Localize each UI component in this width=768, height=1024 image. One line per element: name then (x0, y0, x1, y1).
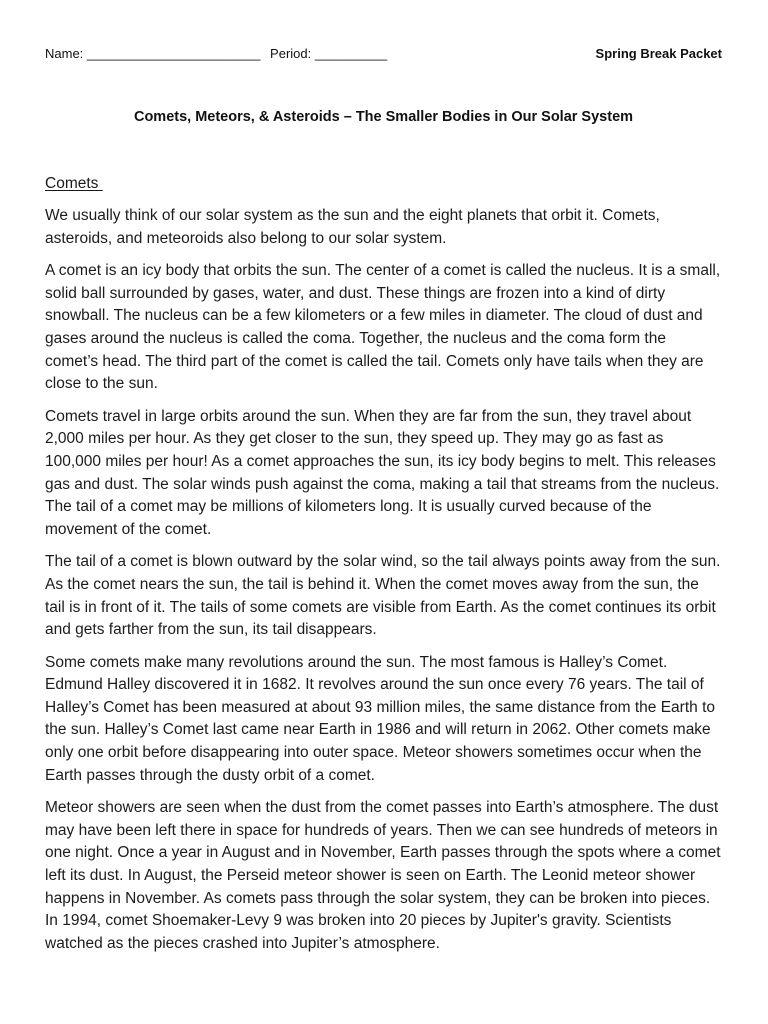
page-title: Comets, Meteors, & Asteroids – The Smaller Bodies in Our Solar System (133, 109, 634, 125)
section-heading: Comets (45, 175, 103, 192)
header (45, 44, 722, 64)
packet-label: Spring Break Packet (595, 46, 722, 61)
paragraph: The tail of a comet is blown outward by the solar wind, so the tail always points away from the sun. As the comet nears the sun, the tail is behind it. When the comet moves away from the sun, the tail is in front of it. The tails of some comets are visible from Earth. As the comet continues its orbit and gets farther from the sun, its tail disappears. (45, 553, 721, 639)
paragraph: Some comets make many revolutions around the sun. The most famous is Halley’s Comet. Edmund Halley discovered it in 1682. It revolves around the sun once every 76 years. The tail of Halley’s Comet has been measured at about 93 million miles, the same distance from the Earth to the sun. Halley’s Comet last came near Earth in 1986 and will return in 2062. Other comets make only one orbit before disappearing into outer space. Meteor showers sometimes occur when the Earth passes through the dusty orbit of a comet. (45, 653, 715, 784)
period-field-label: Period: __________ (270, 46, 388, 61)
student-info (45, 44, 387, 64)
paragraph: A comet is an icy body that orbits the sun. The center of a comet is called the nucleus. It is a small, solid ball surrounded by gases, water, and dust. These things are frozen into a kind of dirty snowball. The nucleus can be a few kilometers or a few miles in diameter. The cloud of dust and gases around the nucleus is called the coma. Together, the nucleus and the coma form the comet’s head. The third part of the comet is called the tail. Comets only have tails when they are close to the sun. (45, 262, 721, 393)
paragraph: Comets travel in large orbits around the sun. When they are far from the sun, they travel about 2,000 miles per hour. As they get closer to the sun, they speed up. They may go as fast as 100,000 miles per hour! As a comet approaches the sun, its icy body begins to melt. This releases gas and dust. The solar winds push against the coma, making a tail that streams from the nucleus. The tail of a comet may be millions of kilometers long. It is usually curved because of the movement of the comet. (45, 407, 720, 538)
paragraph: We usually think of our solar system as the sun and the eight planets that orbit it. Comets, asteroids, and meteoroids also belong to our solar system. (45, 207, 660, 247)
paragraph: Meteor showers are seen when the dust from the comet passes into Earth’s atmosphere. The dust may have been left there in space for hundreds of years. Then we can see hundreds of meteors in one night. Once a year in August and in November, Earth passes through the spots where a comet left its dust. In August, the Perseid meteor shower is seen on Earth. The Leonid meteor shower happens in November. As comets pass through the solar system, they can be broken into pieces. In 1994, comet Shoemaker-Levy 9 was broken into 20 pieces by Jupiter's gravity. Scientists watched as the pieces crashed into Jupiter’s atmosphere. (45, 799, 721, 952)
name-field-label: Name: ________________________ (45, 46, 261, 61)
